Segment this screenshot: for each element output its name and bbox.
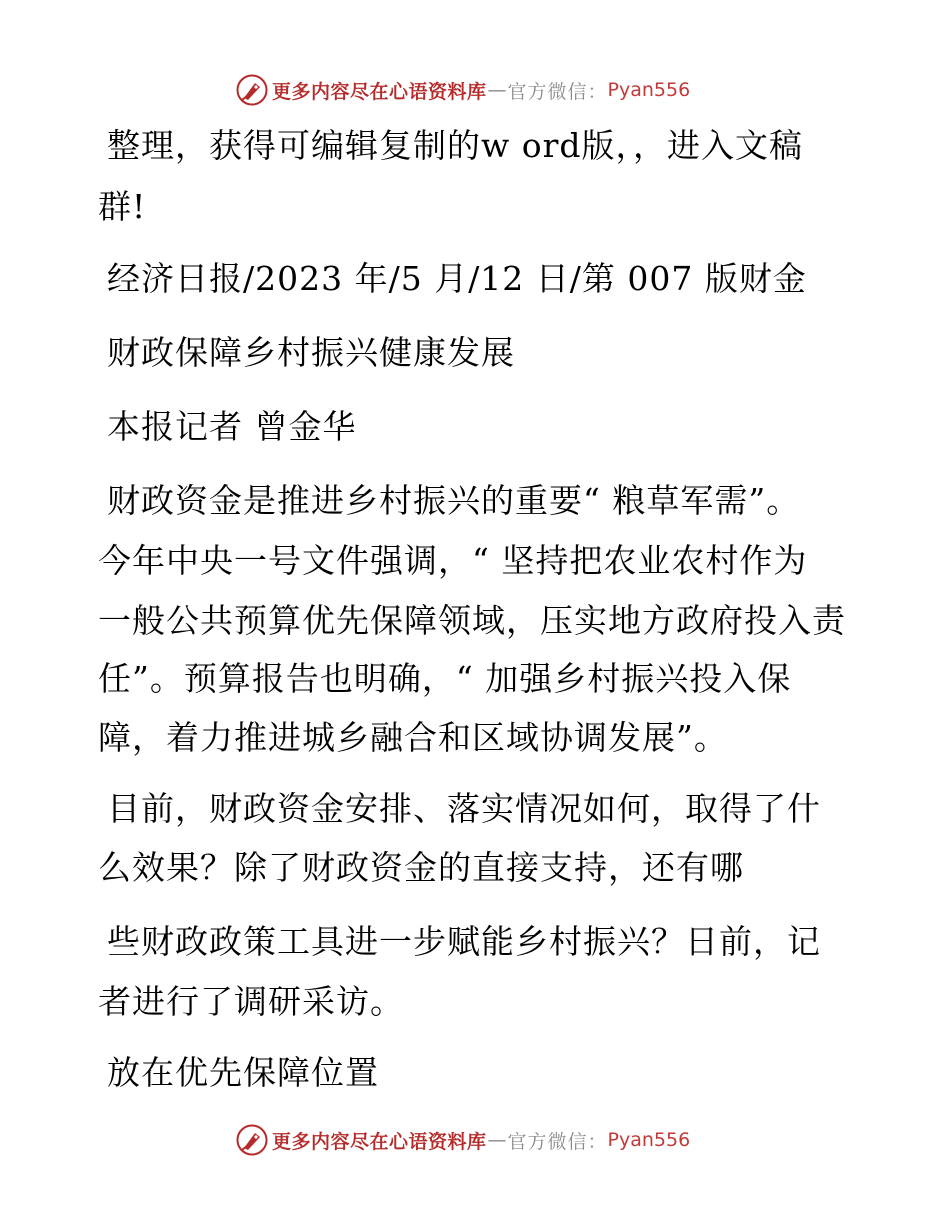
watermark-main-text: 更多内容尽在心语资料库 <box>272 1130 487 1153</box>
body-line: 任”。预算报告也明确，“ 加强乡村振兴投入保 <box>98 659 792 698</box>
body-line: 些财政政策工具进一步赋能乡村振兴？日前，记 <box>107 922 821 961</box>
pen-nib-logo-icon <box>236 1124 268 1156</box>
pen-nib-logo-icon <box>236 74 268 106</box>
article-title: 财政保障乡村振兴健康发展 <box>107 333 515 372</box>
body-line: 整理，获得可编辑复制的w ord版，，进入文稿 <box>107 126 804 165</box>
body-line: 者进行了调研采访。 <box>98 982 404 1021</box>
header-watermark <box>236 73 690 107</box>
body-line: 目前，财政资金安排、落实情况如何，取得了什 <box>107 789 821 828</box>
body-line: 一般公共预算优先保障领域，压实地方政府投入责 <box>98 601 846 640</box>
section-heading: 放在优先保障位置 <box>107 1053 379 1092</box>
watermark-separator: — <box>487 1129 507 1151</box>
watermark-wechat-id: Pyan556 <box>607 1129 691 1151</box>
body-line: 群! <box>98 187 147 226</box>
byline: 本报记者 曾金华 <box>107 407 357 446</box>
watermark-wechat-id: Pyan556 <box>607 79 691 101</box>
watermark-label: 官方微信： <box>507 80 608 103</box>
body-line: 障，着力推进城乡融合和区域协调发展”。 <box>98 718 728 757</box>
body-line: 今年中央一号文件强调，“ 坚持把农业农村作为 <box>98 541 808 580</box>
body-line: 财政资金是推进乡村振兴的重要“ 粮草军需”。 <box>107 481 801 520</box>
watermark-label: 官方微信： <box>507 1130 608 1153</box>
body-line: 么效果？除了财政资金的直接支持，还有哪 <box>98 848 744 887</box>
watermark-main-text: 更多内容尽在心语资料库 <box>272 80 487 103</box>
footer-watermark <box>236 1123 690 1157</box>
watermark-separator: — <box>487 79 507 101</box>
dateline: 经济日报/2023 年/5 月/12 日/第 007 版财金 <box>107 259 807 298</box>
